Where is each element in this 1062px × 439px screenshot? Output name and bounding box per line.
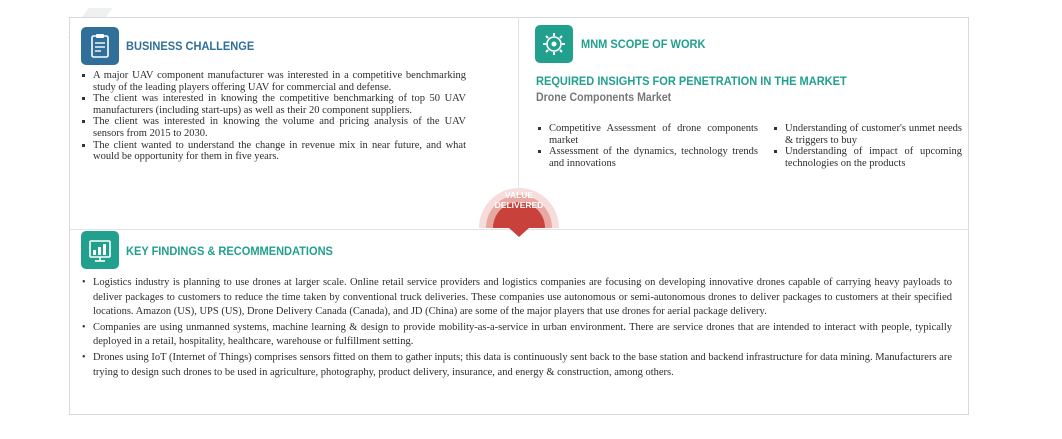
findings-chart-icon (81, 231, 119, 269)
scope-item: Understanding of impact of upcoming technologies on the products (772, 146, 962, 169)
badge-line-1: VALUE (504, 190, 534, 200)
scope-item: Competitive Assessment of drone components market (536, 123, 758, 146)
findings-title: KEY FINDINGS & RECOMMENDATIONS (126, 244, 333, 258)
scope-title: MNM SCOPE OF WORK (581, 37, 706, 51)
challenge-item: A major UAV component manufacturer was interested in a competitive benchmarking study of the leading players offering UAV for commercial and defense. (80, 70, 466, 93)
business-challenge-title: BUSINESS CHALLENGE (126, 39, 255, 53)
scope-item: Understanding of customer's unmet needs & triggers to buy (772, 123, 962, 146)
badge-line-2: DELIVERED (494, 200, 544, 210)
scope-right-list (772, 123, 962, 169)
challenge-item: The client wanted to understand the change in revenue mix in near future, and what would be opportunity for them in five years. (80, 140, 466, 163)
value-delivered-label (477, 190, 561, 210)
market-name: Drone Components Market (536, 92, 672, 104)
insights-title: REQUIRED INSIGHTS FOR PENETRATION IN THE MARKET (536, 74, 847, 88)
business-challenge-list (80, 70, 466, 163)
challenge-item: The client was interested in knowing the volume and pricing analysis of the UAV sensors from 2015 to 2030. (80, 116, 466, 139)
scope-item: Assessment of the dynamics, technology trends and innovations (536, 146, 758, 169)
challenge-item: The client was interested in knowing the competitive benchmarking of top 50 UAV manufacturers (including start-ups) as well as their 20 component suppliers. (80, 93, 466, 116)
findings-list (80, 276, 952, 381)
badge-pointer (509, 228, 529, 238)
finding-item: • Logistics industry is planning to use drones at larger scale. Online retail service providers and logistics companies are focusing on developing innovative drones capable of carrying heavy payloads to deliver packages to customers to reduce the time taken by conventional truck deliveries. These companies use autonomous or semi-autonomous drones to deliver packages to customers at their specified locations. Amazon (US), UPS (US), Drone Delivery Canada (Canada), and JD (China) are some of the major players that use drones for aerial package delivery. (80, 276, 952, 320)
scope-left-list (536, 123, 758, 169)
gear-chart-icon (535, 25, 573, 63)
finding-item: • Drones using IoT (Internet of Things) comprises sensors fitted on them to gather inputs; this data is continuously sent back to the base station and backend infrastructure for data mining. Manufacturers are trying to design such drones to be used in agriculture, photography, product delivery, insurance, and energy & construction, among others. (80, 351, 952, 380)
clipboard-icon (81, 27, 119, 65)
finding-item: • Companies are using unmanned systems, machine learning & design to provide mobility-as-a-service in urban environment. There are service drones that are intended to interact with people, typically deployed in a retail, hospitality, healthcare, warehouse or fulfillment setting. (80, 321, 952, 350)
